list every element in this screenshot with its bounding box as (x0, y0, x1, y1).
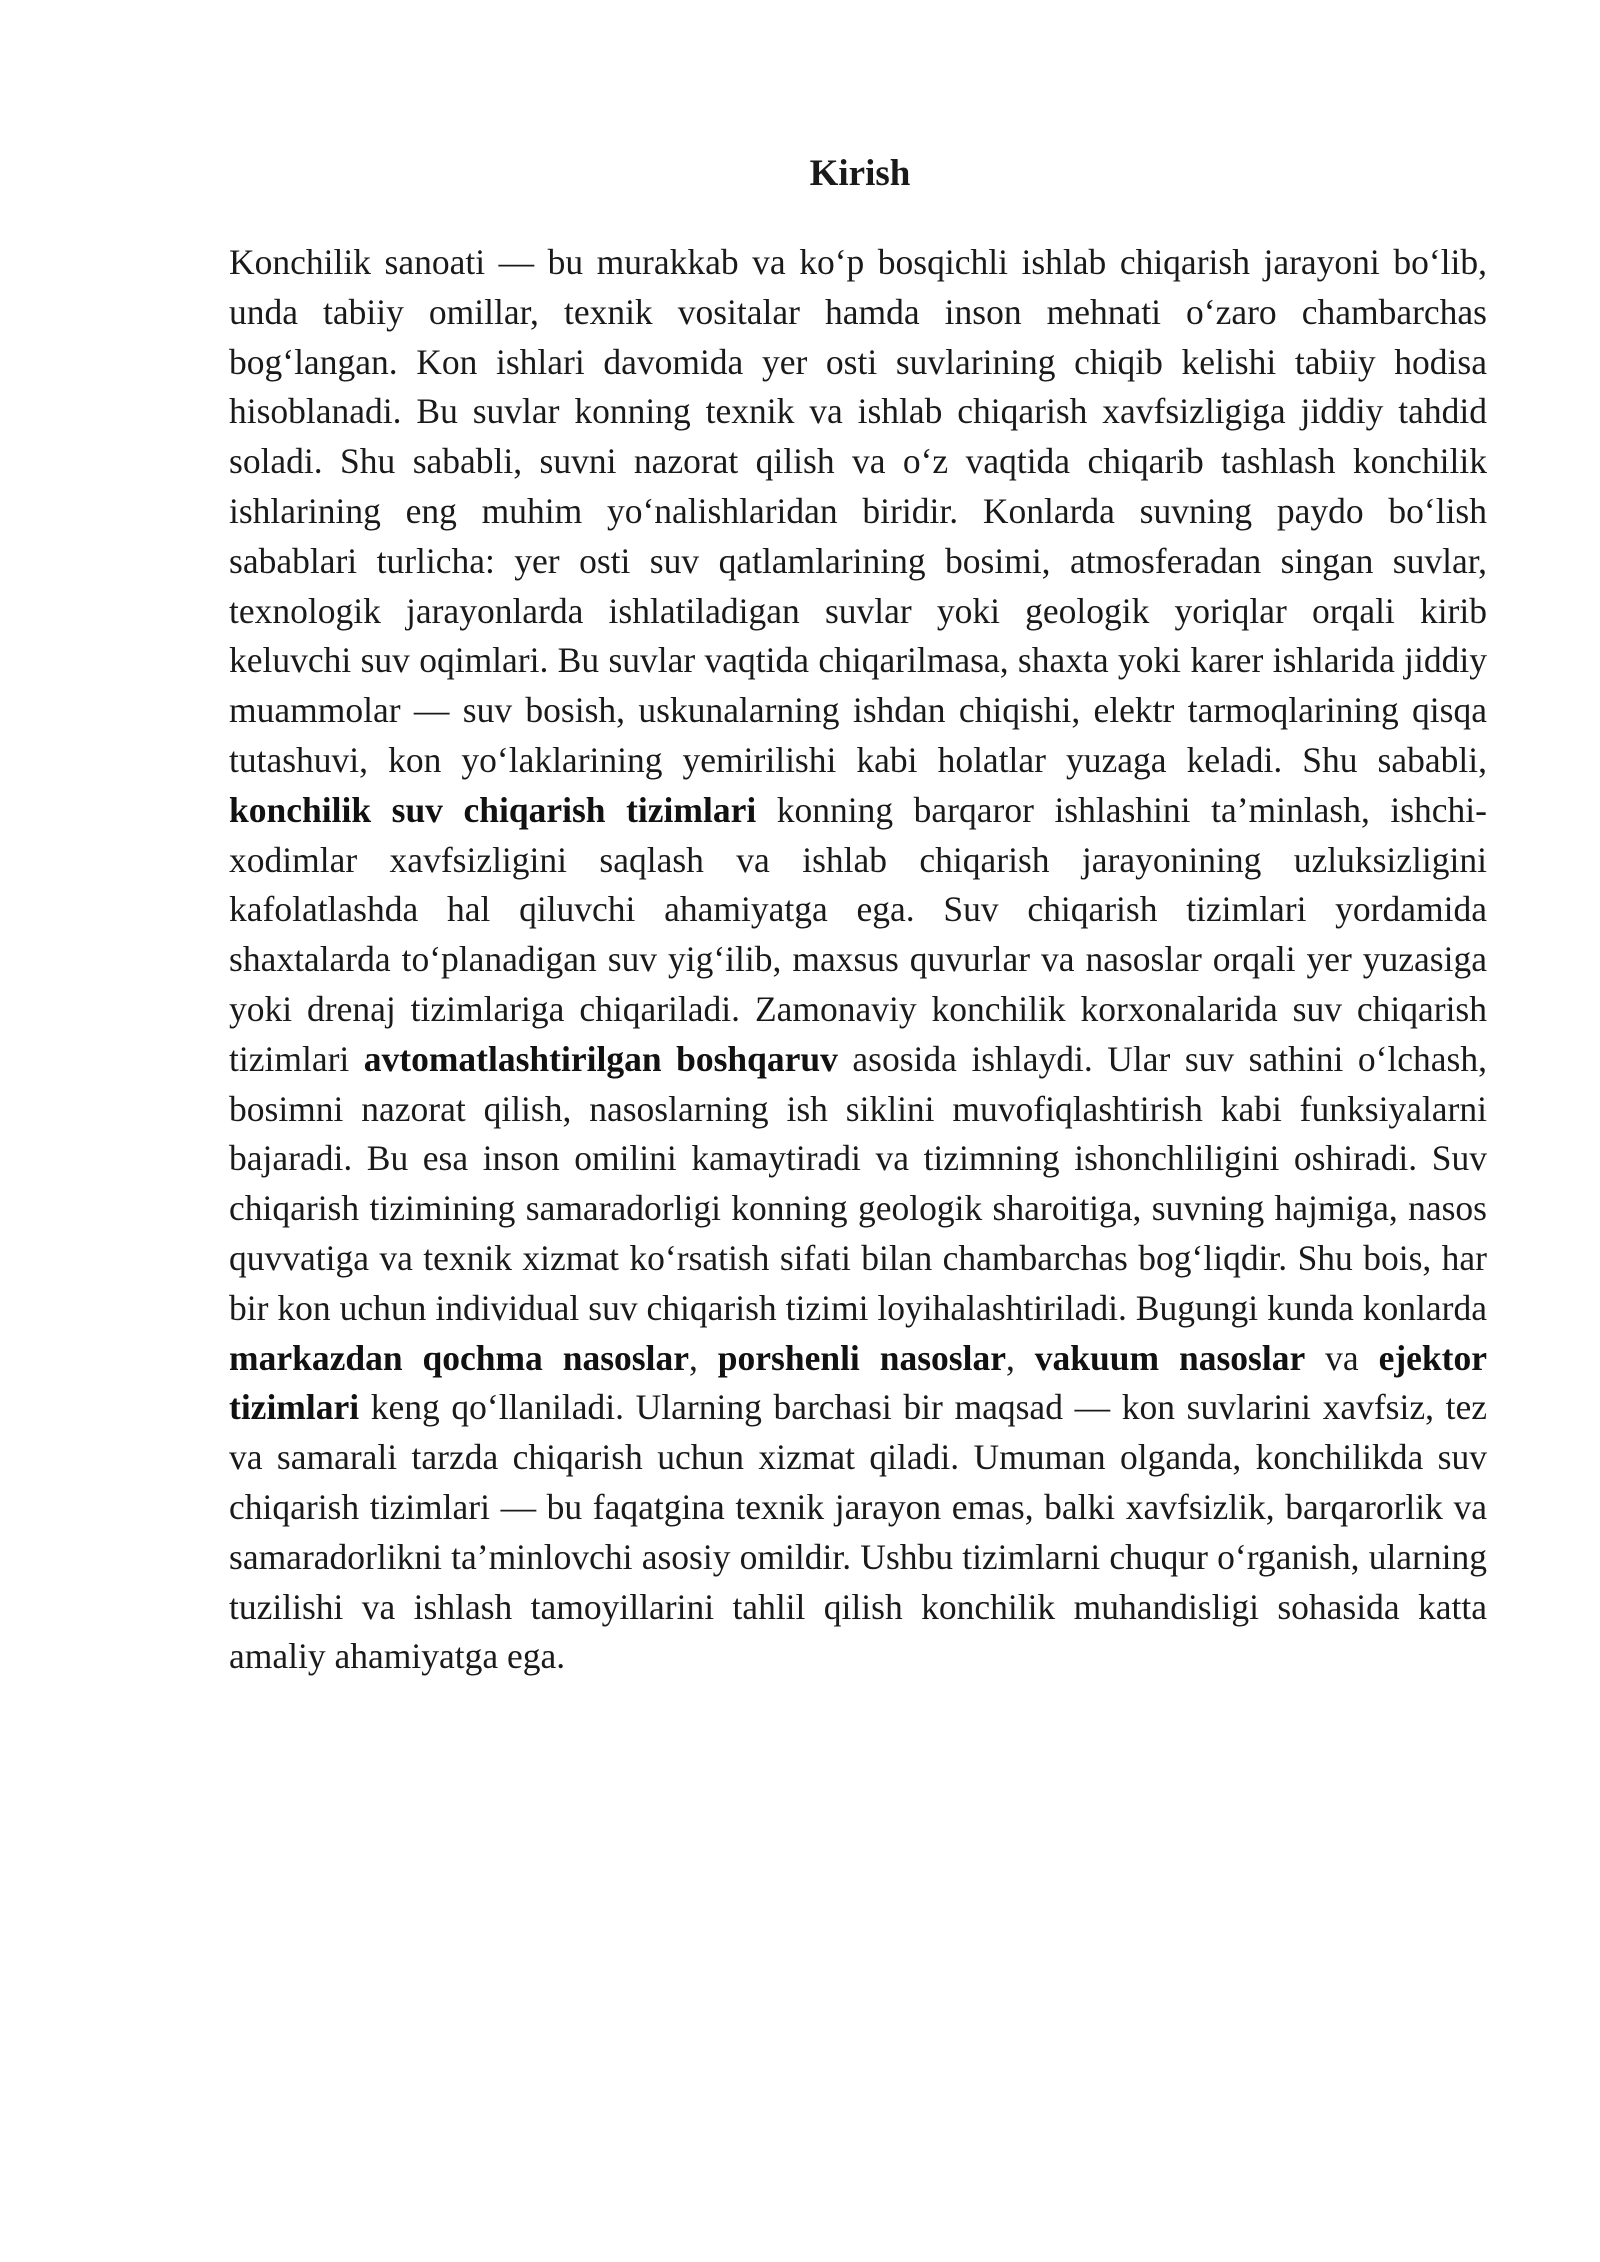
emphasized-term: konchilik suv chiqarish tizimlari (229, 789, 757, 830)
text-run: , (688, 1337, 718, 1378)
text-run: , (1005, 1337, 1035, 1378)
emphasized-term: markazdan qochma nasoslar (229, 1337, 689, 1378)
body-paragraph (229, 238, 1487, 1682)
emphasized-term: ejektor tizimlari (229, 1337, 1488, 1428)
emphasized-term: avtomatlashtirilgan boshqaruv (363, 1038, 838, 1079)
text-run: keng qo‘llaniladi. Ularning barchasi bir maqsad — kon suvlarini xavfsiz, tez va samarali tarzda chiqarish uchun xizmat qiladi. Umuman olganda, konchilikda suv chiqarish tizimlari — bu faqatgina texnik jarayon emas, balki xavfsizlik, barqarorlik va samaradorlikni ta’minlovchi asosiy omildir. Ushbu tizimlarni chuqur o‘rganish, ularning tuzilishi va ishlash tamoyillarini tahlil qilish konchilik muhandisligi sohasida katta amaliy ahamiyatga ega. (229, 1387, 1487, 1677)
text-run: Konchilik sanoati — bu murakkab va ko‘p bosqichli ishlab chiqarish jarayoni bo‘lib, unda tabiiy omillar, texnik vositalar hamda inson mehnati o‘zaro chambarchas bog‘langan. Kon ishlari davomida yer osti suvlarining chiqib kelishi tabiiy hodisa hisoblanadi. Bu suvlar konning texnik va ishlab chiqarish xavfsizligiga jiddiy tahdid soladi. Shu sababli, suvni nazorat qilish va o‘z vaqtida chiqarib tashlash konchilik ishlarining eng muhim yo‘nalishlaridan biridir. Konlarda suvning paydo bo‘lish sabablari turlicha: yer osti suv qatlamlarining bosimi, atmosferadan singan suvlar, texnologik jarayonlarda ishlatiladigan suvlar yoki geologik yoriqlar orqali kirib keluvchi suv oqimlari. Bu suvlar vaqtida chiqarilmasa, shaxta yoki karer ishlarida jiddiy muammolar — suv bosish, uskunalarning ishdan chiqishi, elektr tarmoqlarining qisqa tutashuvi, kon yo‘laklarining yemirilishi kabi holatlar yuzaga keladi. Shu sababli, (229, 242, 1487, 780)
page-title: Kirish (809, 153, 911, 194)
text-run: konning barqaror ishlashini ta’minlash, ishchi-xodimlar xavfsizligini saqlash va ishlab chiqarish jarayonining uzluksizligini kafolatlashda hal qiluvchi ahamiyatga ega. Suv chiqarish tizimlari yordamida shaxtalarda to‘planadigan suv yig‘ilib, maxsus quvurlar va nasoslar orqali yer yuzasiga yoki drenaj tizimlariga chiqariladi. Zamonaviy konchilik korxonalarida suv chiqarish tizimlari (229, 789, 1487, 1079)
emphasized-term: porshenli nasoslar (717, 1337, 1006, 1378)
text-run: va (1305, 1337, 1379, 1378)
text-run: asosida ishlaydi. Ular suv sathini o‘lchash, bosimni nazorat qilish, nasoslarning ish siklini muvofiqlashtirish kabi funksiyalarni bajaradi. Bu esa inson omilini kamaytiradi va tizimning ishonchliligini oshiradi. Suv chiqarish tizimining samaradorligi konning geologik sharoitiga, suvning hajmiga, nasos quvvatiga va texnik xizmat ko‘rsatish sifati bilan chambarchas bog‘liqdir. Shu bois, har bir kon uchun individual suv chiqarish tizimi loyihalashtiriladi. Bugungi kunda konlarda (229, 1038, 1487, 1328)
emphasized-term: vakuum nasoslar (1034, 1337, 1306, 1378)
